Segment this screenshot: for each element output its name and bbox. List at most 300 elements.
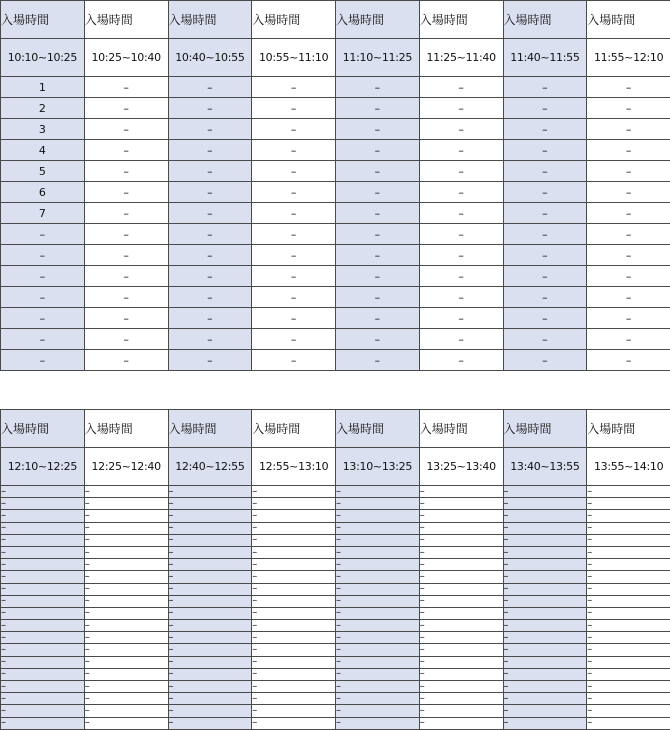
table-cell: – — [84, 546, 168, 558]
header-label-cell: 入場時間 — [1, 410, 85, 448]
table-cell: – — [336, 308, 420, 329]
table-cell: – — [1, 510, 85, 522]
header-label-cell: 入場時間 — [419, 1, 503, 39]
table-cell: – — [587, 287, 670, 308]
table-cell: – — [1, 546, 85, 558]
table-cell: – — [168, 644, 252, 656]
table-cell: – — [336, 571, 420, 583]
table-cell: – — [168, 546, 252, 558]
table-cell: 5 — [1, 161, 85, 182]
table-cell: – — [587, 705, 670, 717]
table-cell: – — [168, 287, 252, 308]
table-cell: – — [419, 182, 503, 203]
time-slot-cell: 13:55~14:10 — [587, 448, 670, 486]
table-cell: – — [84, 498, 168, 510]
table-cell: – — [503, 510, 587, 522]
table-cell: – — [503, 656, 587, 668]
table-cell: – — [252, 595, 336, 607]
section-gap — [0, 390, 670, 409]
table-cell: – — [168, 632, 252, 644]
table-row — [1, 607, 670, 619]
table-cell: – — [252, 705, 336, 717]
table-cell: – — [1, 607, 85, 619]
time-slot-cell: 11:55~12:10 — [587, 39, 670, 77]
table-cell: – — [587, 717, 670, 729]
table-cell: – — [168, 161, 252, 182]
time-slot-cell: 10:10~10:25 — [1, 39, 85, 77]
table-cell: – — [336, 534, 420, 546]
table-cell: – — [168, 140, 252, 161]
table-cell: – — [252, 266, 336, 287]
table-cell: – — [1, 620, 85, 632]
table-cell: – — [252, 546, 336, 558]
table-cell: – — [84, 632, 168, 644]
table-cell: 6 — [1, 182, 85, 203]
table-cell: – — [252, 140, 336, 161]
table-cell: – — [168, 510, 252, 522]
table-row — [1, 571, 670, 583]
table-cell: – — [252, 287, 336, 308]
table-cell: – — [419, 266, 503, 287]
table-cell: – — [587, 350, 670, 371]
table-cell: – — [587, 182, 670, 203]
table-cell: – — [503, 705, 587, 717]
table-cell: – — [419, 98, 503, 119]
table-cell: – — [1, 534, 85, 546]
table-cell: – — [252, 182, 336, 203]
time-slot-cell: 11:10~11:25 — [336, 39, 420, 77]
time-slot-cell: 12:55~13:10 — [252, 448, 336, 486]
time-slot-cell: 11:25~11:40 — [419, 39, 503, 77]
table-row — [1, 522, 670, 534]
table-cell: – — [252, 203, 336, 224]
table-cell: – — [419, 620, 503, 632]
table-cell: – — [587, 77, 670, 98]
table-cell: – — [419, 717, 503, 729]
table-cell: – — [419, 329, 503, 350]
header-label-cell: 入場時間 — [1, 1, 85, 39]
table-cell: – — [84, 656, 168, 668]
table-row — [1, 182, 670, 203]
table-row — [1, 534, 670, 546]
table-cell: – — [168, 203, 252, 224]
header-label-cell: 入場時間 — [84, 1, 168, 39]
table-row — [1, 77, 670, 98]
table-cell: – — [84, 245, 168, 266]
table-cell: – — [503, 140, 587, 161]
header-label-cell: 入場時間 — [336, 1, 420, 39]
table-cell: – — [503, 329, 587, 350]
header-row — [1, 1, 670, 39]
table-row — [1, 498, 670, 510]
table-cell: – — [587, 329, 670, 350]
table-cell: – — [168, 717, 252, 729]
table-cell: – — [168, 559, 252, 571]
table-cell: – — [84, 140, 168, 161]
header-label-cell: 入場時間 — [336, 410, 420, 448]
table-cell: – — [336, 632, 420, 644]
table-cell: – — [419, 522, 503, 534]
table-cell: – — [336, 224, 420, 245]
table-cell: – — [1, 681, 85, 693]
table-cell: – — [168, 498, 252, 510]
table-cell: – — [587, 203, 670, 224]
table-cell: – — [587, 245, 670, 266]
table-cell: – — [252, 119, 336, 140]
table-cell: – — [587, 656, 670, 668]
table-cell: – — [1, 693, 85, 705]
table-cell: – — [1, 308, 85, 329]
table-cell: – — [419, 77, 503, 98]
table-cell: – — [168, 583, 252, 595]
table-row — [1, 705, 670, 717]
table-cell: – — [84, 534, 168, 546]
table-row — [1, 693, 670, 705]
table-cell: – — [336, 119, 420, 140]
table-cell: – — [503, 534, 587, 546]
table-cell: – — [336, 546, 420, 558]
table-cell: – — [587, 119, 670, 140]
table-cell: – — [84, 693, 168, 705]
table-cell: – — [503, 717, 587, 729]
table-cell: 4 — [1, 140, 85, 161]
table-cell: – — [1, 498, 85, 510]
table-cell: – — [587, 583, 670, 595]
table-cell: – — [336, 559, 420, 571]
table-cell: – — [503, 308, 587, 329]
table-cell: – — [84, 681, 168, 693]
table-row — [1, 583, 670, 595]
table-cell: – — [336, 668, 420, 680]
header-row — [1, 410, 670, 448]
table-cell: – — [336, 681, 420, 693]
table-cell: – — [1, 644, 85, 656]
table-cell: – — [336, 329, 420, 350]
table-cell: – — [1, 245, 85, 266]
time-slot-cell: 10:25~10:40 — [84, 39, 168, 77]
table-row — [1, 266, 670, 287]
table-cell: – — [419, 546, 503, 558]
time-slot-cell: 12:10~12:25 — [1, 448, 85, 486]
table-cell: – — [84, 287, 168, 308]
table-cell: – — [587, 161, 670, 182]
table-cell: – — [1, 583, 85, 595]
table-cell: – — [84, 510, 168, 522]
table-cell: – — [252, 681, 336, 693]
table-cell: – — [503, 203, 587, 224]
table-cell: – — [336, 595, 420, 607]
header-label-cell: 入場時間 — [84, 410, 168, 448]
table-cell: – — [503, 98, 587, 119]
table-cell: – — [1, 595, 85, 607]
table-cell: – — [419, 161, 503, 182]
table-cell: – — [587, 140, 670, 161]
table-row — [1, 350, 670, 371]
table-cell: – — [336, 620, 420, 632]
table-cell: – — [168, 77, 252, 98]
table-cell: – — [1, 571, 85, 583]
table-cell: – — [503, 486, 587, 498]
table-cell: – — [84, 595, 168, 607]
table-cell: – — [336, 717, 420, 729]
table-cell: – — [84, 668, 168, 680]
table-cell: – — [252, 98, 336, 119]
table-cell: – — [419, 140, 503, 161]
table-cell: – — [1, 329, 85, 350]
table-cell: – — [168, 224, 252, 245]
table-cell: – — [168, 620, 252, 632]
table-cell: – — [336, 693, 420, 705]
table-cell: – — [587, 534, 670, 546]
table-cell: – — [336, 287, 420, 308]
table-cell: – — [1, 668, 85, 680]
table-cell: – — [252, 583, 336, 595]
table-cell: – — [252, 607, 336, 619]
table-cell: – — [168, 571, 252, 583]
table-row — [1, 245, 670, 266]
table-cell: – — [587, 522, 670, 534]
table-cell: – — [503, 119, 587, 140]
table-cell: – — [419, 595, 503, 607]
table-cell: – — [503, 607, 587, 619]
table-cell: – — [419, 705, 503, 717]
table-cell: – — [419, 644, 503, 656]
table-cell: – — [503, 77, 587, 98]
table-cell: – — [419, 559, 503, 571]
table-cell: – — [503, 632, 587, 644]
table-row — [1, 510, 670, 522]
table-cell: – — [252, 161, 336, 182]
table-cell: – — [1, 656, 85, 668]
table-cell: – — [587, 644, 670, 656]
table-cell: – — [587, 632, 670, 644]
header-label-cell: 入場時間 — [587, 1, 670, 39]
table-cell: – — [587, 266, 670, 287]
table-cell: – — [1, 224, 85, 245]
table-cell: – — [336, 583, 420, 595]
table-cell: – — [336, 245, 420, 266]
table-cell: – — [1, 287, 85, 308]
table-cell: – — [419, 224, 503, 245]
table-cell: – — [84, 522, 168, 534]
table-cell: – — [84, 486, 168, 498]
table-cell: – — [252, 510, 336, 522]
table-cell: – — [168, 308, 252, 329]
table-cell: – — [503, 644, 587, 656]
table-cell: – — [503, 182, 587, 203]
table-cell: – — [503, 620, 587, 632]
table-row — [1, 656, 670, 668]
table-cell: – — [84, 203, 168, 224]
table-cell: – — [587, 693, 670, 705]
table-row — [1, 632, 670, 644]
table-cell: – — [168, 266, 252, 287]
table-row — [1, 620, 670, 632]
table-cell: – — [419, 681, 503, 693]
table-cell: – — [587, 498, 670, 510]
table-cell: – — [252, 329, 336, 350]
table-cell: – — [419, 350, 503, 371]
table-cell: – — [419, 510, 503, 522]
table-cell: – — [168, 245, 252, 266]
table-row — [1, 329, 670, 350]
table-cell: – — [84, 161, 168, 182]
header-label-cell: 入場時間 — [252, 410, 336, 448]
table-row — [1, 644, 670, 656]
table-cell: – — [336, 350, 420, 371]
time-slot-cell: 11:40~11:55 — [503, 39, 587, 77]
table-cell: – — [336, 644, 420, 656]
table-cell: – — [587, 486, 670, 498]
table-cell: – — [84, 583, 168, 595]
time-slot-cell: 12:40~12:55 — [168, 448, 252, 486]
table-cell: – — [1, 717, 85, 729]
table-cell: – — [168, 534, 252, 546]
table-row — [1, 486, 670, 498]
table-cell: – — [503, 595, 587, 607]
table-row — [1, 98, 670, 119]
table-cell: – — [419, 498, 503, 510]
table-cell: – — [84, 705, 168, 717]
table-cell: – — [419, 656, 503, 668]
table-cell: – — [587, 308, 670, 329]
time-slot-row — [1, 448, 670, 486]
header-label-cell: 入場時間 — [419, 410, 503, 448]
table-cell: – — [587, 559, 670, 571]
table-cell: – — [336, 161, 420, 182]
table-row — [1, 203, 670, 224]
header-label-cell: 入場時間 — [587, 410, 670, 448]
time-slot-cell: 13:10~13:25 — [336, 448, 420, 486]
table-cell: – — [252, 350, 336, 371]
table-cell: – — [419, 632, 503, 644]
time-slot-cell: 10:55~11:10 — [252, 39, 336, 77]
table-cell: – — [252, 522, 336, 534]
table-cell: – — [587, 546, 670, 558]
table-cell: – — [84, 308, 168, 329]
table-row — [1, 308, 670, 329]
table-cell: – — [336, 510, 420, 522]
table-cell: – — [419, 486, 503, 498]
table-cell: – — [503, 571, 587, 583]
table-cell: – — [84, 571, 168, 583]
table-cell: – — [336, 607, 420, 619]
time-slot-cell: 12:25~12:40 — [84, 448, 168, 486]
table-cell: – — [419, 119, 503, 140]
table-cell: – — [503, 668, 587, 680]
table-cell: – — [252, 77, 336, 98]
table-cell: – — [336, 522, 420, 534]
table-cell: – — [503, 693, 587, 705]
table-cell: – — [84, 119, 168, 140]
table-cell: – — [84, 607, 168, 619]
table-cell: – — [252, 644, 336, 656]
header-label-cell: 入場時間 — [168, 1, 252, 39]
table-cell: – — [1, 705, 85, 717]
table-cell: – — [419, 287, 503, 308]
table-row — [1, 717, 670, 729]
time-slot-cell: 13:25~13:40 — [419, 448, 503, 486]
table-cell: – — [252, 717, 336, 729]
table-cell: – — [587, 620, 670, 632]
table-cell: – — [503, 681, 587, 693]
table-cell: – — [84, 559, 168, 571]
table-row — [1, 668, 670, 680]
table-cell: – — [419, 571, 503, 583]
table-cell: – — [587, 571, 670, 583]
table-cell: – — [419, 534, 503, 546]
time-slot-cell: 10:40~10:55 — [168, 39, 252, 77]
table-cell: – — [419, 668, 503, 680]
table-cell: – — [84, 266, 168, 287]
table-cell: – — [168, 656, 252, 668]
table-cell: – — [252, 656, 336, 668]
table-cell: – — [587, 595, 670, 607]
table-cell: – — [336, 705, 420, 717]
header-label-cell: 入場時間 — [503, 1, 587, 39]
table-cell: – — [419, 583, 503, 595]
table-cell: – — [84, 224, 168, 245]
table-cell: – — [503, 583, 587, 595]
table-cell: – — [336, 98, 420, 119]
table-row — [1, 119, 670, 140]
table-cell: – — [503, 522, 587, 534]
table-cell: – — [419, 203, 503, 224]
table-cell: – — [587, 607, 670, 619]
table-cell: – — [503, 245, 587, 266]
table-cell: – — [336, 77, 420, 98]
table-cell: – — [168, 350, 252, 371]
table-cell: – — [336, 140, 420, 161]
table-cell: – — [587, 681, 670, 693]
table-cell: – — [252, 534, 336, 546]
table-cell: 1 — [1, 77, 85, 98]
table-cell: – — [168, 329, 252, 350]
table-cell: – — [252, 693, 336, 705]
table-cell: – — [503, 546, 587, 558]
table-row — [1, 681, 670, 693]
table-cell: – — [503, 498, 587, 510]
table-cell: – — [168, 607, 252, 619]
table-cell: – — [336, 203, 420, 224]
table-cell: – — [1, 522, 85, 534]
header-label-cell: 入場時間 — [503, 410, 587, 448]
table-cell: – — [252, 668, 336, 680]
table-cell: – — [168, 595, 252, 607]
table-cell: – — [1, 486, 85, 498]
table-cell: – — [84, 620, 168, 632]
table-cell: – — [336, 656, 420, 668]
table-cell: – — [503, 161, 587, 182]
table-cell: – — [252, 486, 336, 498]
table-cell: – — [252, 245, 336, 266]
table-cell: – — [252, 559, 336, 571]
table-cell: – — [1, 559, 85, 571]
table-cell: – — [168, 182, 252, 203]
table-cell: – — [503, 559, 587, 571]
table-cell: – — [168, 98, 252, 119]
table-cell: – — [252, 632, 336, 644]
table-cell: 2 — [1, 98, 85, 119]
table-cell: 7 — [1, 203, 85, 224]
table-cell: – — [252, 224, 336, 245]
table-cell: – — [503, 350, 587, 371]
table-cell: – — [168, 119, 252, 140]
header-label-cell: 入場時間 — [252, 1, 336, 39]
table-cell: – — [84, 717, 168, 729]
table-cell: – — [1, 266, 85, 287]
table-cell: – — [1, 350, 85, 371]
